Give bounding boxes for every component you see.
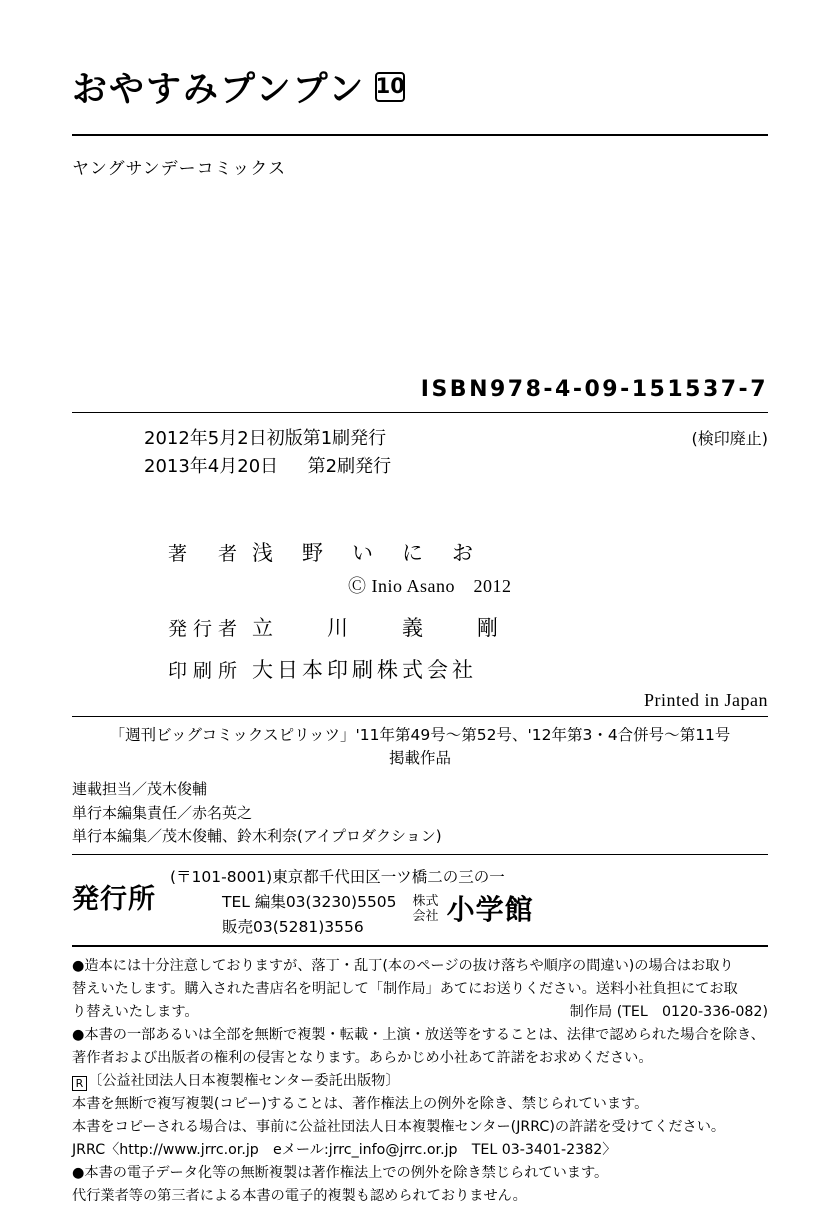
credit-row xyxy=(72,654,768,684)
notice-line: 替えいたします。購入された書店名を明記して「制作局」あてにお送りください。送料小社負担にてお取 xyxy=(72,981,738,998)
printing-line-1: 2012年5月2日初版第1刷発行 xyxy=(144,428,387,449)
divider-top xyxy=(72,134,768,136)
credit-row xyxy=(72,537,768,567)
notice-line: ●本書の一部あるいは全部を無断で複製・転載・上演・放送等をすることは、法律で認められた場合を除き、 xyxy=(72,1027,765,1044)
serialization-info xyxy=(72,724,768,771)
credit-value-printer: 大日本印刷株式会社 xyxy=(252,657,477,682)
credits-block xyxy=(72,537,768,684)
credit-row xyxy=(72,612,768,642)
reproduction-rights-icon: R xyxy=(72,1076,87,1091)
notice-line: ●本書の電子データ化等の無断複製は著作権法上での例外を除き禁じられています。 xyxy=(72,1165,609,1182)
printing-line-2-text: 第2刷発行 xyxy=(307,455,392,477)
publisher-telephones xyxy=(222,890,397,940)
publisher-address: (〒101-8001)東京都千代田区一ツ橋二の三の一 xyxy=(170,868,505,887)
production-dept-contact: 制作局 (TEL 0120-336-082) xyxy=(569,1004,768,1021)
copyright-notice: Ⓒ Inio Asano 2012 xyxy=(348,575,512,596)
notice-line: 本書を無断で複写複製(コピー)することは、著作権法上の例外を除き、禁じられています。 xyxy=(72,1096,649,1113)
page-title: おやすみプンプン xyxy=(72,70,366,110)
title-block xyxy=(72,0,768,112)
series-label: ヤングサンデーコミックス xyxy=(72,159,287,179)
publisher-company-prefix xyxy=(413,895,439,925)
printed-in-japan: Printed in Japan xyxy=(644,689,768,710)
publisher-contact-row xyxy=(170,890,768,940)
credit-value-author: 浅 野 い に お xyxy=(252,540,477,565)
divider-publisher xyxy=(72,854,768,855)
publisher-tel-sales: 販売03(5281)3556 xyxy=(222,917,364,936)
publisher-tel-editorial: TEL 編集03(3230)5505 xyxy=(222,892,397,911)
notice-line: 著作者および出版者の権利の侵害となります。あらかじめ小社あて許諾をお求めください。 xyxy=(72,1050,653,1067)
notice-line: 代行業者等の第三者による本書の電子的複製も認められておりません。 xyxy=(72,1188,527,1205)
notice-line: 〔公益社団法人日本複製権センター委託出版物〕 xyxy=(88,1073,400,1090)
divider-isbn xyxy=(72,412,768,413)
staff-line: 単行本編集責任／赤名英之 xyxy=(72,803,253,822)
divider-serialization xyxy=(72,716,768,717)
publisher-block xyxy=(72,865,768,939)
credit-label-printer: 印刷所 xyxy=(168,659,244,682)
staff-line: 単行本編集／茂木俊輔、鈴木利奈(アイプロダクション) xyxy=(72,826,442,845)
notice-line-with-contact xyxy=(72,1001,768,1024)
volume-badge: 10 xyxy=(375,72,405,102)
isbn-number: ISBN978-4-09-151537-7 xyxy=(420,377,768,402)
serialization-line-1: 「週刊ビッグコミックスピリッツ」'11年第49号〜第52号、'12年第3・4合併号〜第11号 xyxy=(109,725,731,744)
credit-value-publisher-person: 立 川 義 剛 xyxy=(252,615,502,640)
staff-credits xyxy=(72,778,768,848)
publisher-company-name: 小学館 xyxy=(446,892,534,926)
credit-label-publisher-person: 発行者 xyxy=(168,617,244,640)
publisher-details xyxy=(170,865,768,939)
publisher-label: 発行所 xyxy=(72,884,156,916)
legal-notices xyxy=(72,955,768,1208)
notice-line: JRRC〈http://www.jrrc.or.jp eメール:jrrc_info@jrrc.or.jp TEL 03-3401-2382〉 xyxy=(72,1142,617,1159)
printing-line-2 xyxy=(144,453,768,481)
notice-line: 本書をコピーされる場合は、事前に公益社団法人日本複製権センター(JRRC)の許諾を受けてください。 xyxy=(72,1119,726,1136)
credit-label-author: 著 者 xyxy=(168,542,244,565)
publisher-company-prefix-line2: 会社 xyxy=(412,909,439,925)
staff-line: 連載担当／茂木俊輔 xyxy=(72,780,208,799)
publisher-company-prefix-line1: 株式 xyxy=(412,894,439,910)
notice-line-rmark xyxy=(72,1070,768,1093)
printing-line-2-date: 2013年4月20日 xyxy=(144,455,279,477)
serialization-line-2: 掲載作品 xyxy=(388,749,451,768)
printing-dates xyxy=(72,425,768,481)
divider-notices xyxy=(72,945,768,947)
notice-line: り替えいたします。 xyxy=(72,1004,199,1021)
kenin-haishi-note: (検印廃止) xyxy=(691,429,768,448)
publisher-company xyxy=(413,888,534,933)
notice-line: ●造本には十分注意しておりますが、落丁・乱丁(本のページの抜け落ちや順序の間違い)の場合はお取り xyxy=(72,958,734,975)
